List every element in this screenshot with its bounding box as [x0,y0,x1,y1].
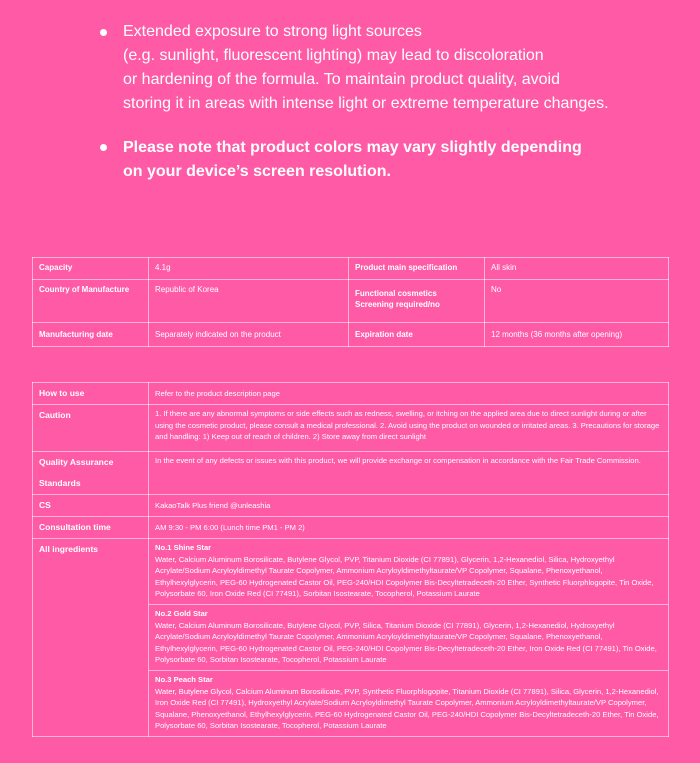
functional-label-line: Screening required/no [355,300,440,309]
table-row [33,258,669,280]
cs-value: KakaoTalk Plus friend @unleashia [149,495,669,517]
caution-label: Caution [33,405,149,452]
ingredient-block [149,605,668,671]
bullet-dot-icon [100,144,107,151]
ingredient-list: Water, Calcium Aluminum Borosilicate, Butylene Glycol, PVP, Titanium Dioxide (CI 77891), Glycerin, 1,2-Hexanediol, Silica, Hydroxyethyl Acrylate/Sodium Acryloyldimethyl Taurate Copolymer, Ammonium Acryloyldimethyltaurate/VP Copolymer, Squalane, Phenoxyethanol, Ethylhexylglycerin, PEG-60 Hydrogenated Castor Oil, PEG-240/HDI Copolymer Bis-Decyltetradeceth-20 Ether, Synthetic Fluorphlogopite, Tin Oxide, Polysorbate 60, Iron Oxide Red (CI 77491), Sorbitan Isostearate, Tocopherol, Potassium Laurate [155,554,654,599]
table-row [33,517,669,539]
capacity-value: 4.1g [149,258,349,280]
functional-label [349,280,485,323]
notice-line: Please note that product colors may vary slightly depending [123,139,582,156]
qa-label [33,452,149,495]
notice-line: Extended exposure to strong light sources [123,23,422,40]
cs-label: CS [33,495,149,517]
main-spec-value: All skin [485,258,669,280]
functional-label-line: Functional cosmetics [355,289,437,298]
notice-line: on your device’s screen resolution. [123,163,391,180]
shade-name: No.3 Peach Star [155,674,213,684]
caution-value: 1. If there are any abnormal symptoms or side effects such as redness, swelling, or itching on the applied area due to direct sunlight during or after using the cosmetic product, please consult a medical professional. 2. Avoid using the product on wounded or irritated areas. 3. Precautions for storage and handling: 1) Keep out of reach of children. 2) Store away from direct sunlight [149,405,669,452]
ingredients-cell [149,539,669,737]
notice-line: storing it in areas with intense light or extreme temperature changes. [123,95,609,112]
shade-name: No.1 Shine Star [155,543,212,552]
consultation-value: AM 9:30 - PM 6:00 (Lunch time PM1 - PM 2) [149,517,669,539]
notice-line: or hardening of the formula. To maintain product quality, avoid [123,71,560,88]
qa-label-line: Standards [39,478,81,488]
how-to-use-label: How to use [33,383,149,405]
product-info-table [32,382,669,737]
shade-name: No.2 Gold Star [155,608,208,618]
ingredients-label: All ingredients [33,539,149,737]
consultation-label: Consultation time [33,517,149,539]
mfg-date-value: Separately indicated on the product [149,323,349,347]
country-value: Republic of Korea [149,280,349,323]
ingredient-list: Water, Butylene Glycol, Calcium Aluminum Borosilicate, PVP, Synthetic Fluorphlogopite, Titanium Dioxide (CI 77891), Silica, Glycerin, 1,2-Hexanediol, Iron Oxide Red (CI 77491), Hydroxyethyl Acrylate/Sodium Acryloyldimethyl Taurate Copolymer, Ammonium Acryloyldimethyltaurate/VP Copolymer, Squalane, Phenoxyethanol, Ethylhexylglycerin, PEG-60 Hydrogenated Castor Oil, PEG-240/HDI Copolymer Bis-Decyltetradeceth-20 Ether, Tin Oxide, Polysorbate 60, Sorbitan Isostearate, Tocopherol, Potassium Laurate [155,686,659,731]
main-spec-label: Product main specification [349,258,485,280]
color-variation-notice [100,136,660,184]
functional-value: No [485,280,669,323]
notice-line: (e.g. sunlight, fluorescent lighting) may lead to discoloration [123,47,544,64]
qa-value: In the event of any defects or issues with this product, we will provide exchange or compensation in accordance with the Fair Trade Commission. [149,452,669,495]
bullet-dot-icon [100,29,107,36]
table-row [33,323,669,347]
qa-label-line: Quality Assurance [39,457,114,467]
mfg-date-label: Manufacturing date [33,323,149,347]
notice-list [100,20,660,184]
ingredient-block [149,671,668,736]
table-row [33,495,669,517]
expiration-label: Expiration date [349,323,485,347]
light-exposure-notice [100,20,660,116]
table-row [33,383,669,405]
product-spec-table [32,257,669,347]
table-row [33,405,669,452]
table-row [33,452,669,495]
ingredient-list: Water, Calcium Aluminum Borosilicate, Butylene Glycol, PVP, Silica, Titanium Dioxide (CI 77891), Glycerin, 1,2-Hexanediol, Hydroxyethyl Acrylate/Sodium Acryloyldimethyl Taurate Copolymer, Ammonium Acryloyldimethyltaurate/VP Copolymer, Squalane, Phenoxyethanol, Ethylhexylglycerin, PEG-60 Hydrogenated Castor Oil, PEG-240/HDI Copolymer Bis-Decyltetradeceth-20 Ether, Iron Oxide Red (CI 77491), Tin Oxide, Polysorbate 60, Sorbitan Isostearate, Tocopherol, Potassium Laurate [155,620,657,665]
country-label: Country of Manufacture [33,280,149,323]
table-row [33,280,669,323]
capacity-label: Capacity [33,258,149,280]
expiration-value: 12 months (36 months after opening) [485,323,669,347]
how-to-use-value: Refer to the product description page [149,383,669,405]
table-row [33,539,669,737]
ingredient-block [149,539,668,605]
